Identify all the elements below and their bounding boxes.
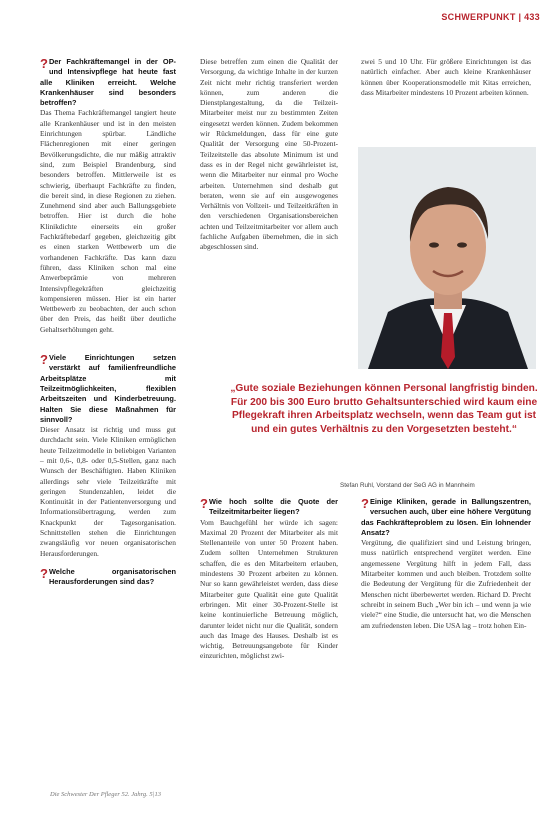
answer-1: Das Thema Fachkräftemangel tangiert heute alle Krankenhäuser und ist in den meisten Einrichtungen spürbar. Ländliche Flächenregionen mit einer geringen Bevölkerungsdichte, die nur mäßig attraktiv sind, zum Beispiel Brandenburg, sind besonders betroffen. Mittlerweile ist es schwierig, überhaupt Fachkräfte zu finden, die bereit sind, in diese Regionen zu ziehen. Zunehmend sind aber auch Ballungsgebiete betroffen. Hier ist durch die hohe Klinikdichte einerseits ein großer Fachkräftebedarf gegeben, gleichzeitig gibt es einen starken Wettbewerb um die vorhandenen Fachkräfte. Das kann dazu führen, dass Kliniken schon mal eine Anwerbeprämie von mehreren Intensivpflegekräften gleichzeitig kompensieren müssen. Hier ist ein harter Wettbewerb zu beobachten, der auch schon über den Preis, das heißt über deutliche Gehaltserhöhungen geht. bbox=[40, 108, 176, 334]
answer-3-continued: zwei 5 und 10 Uhr. Für größere Einrichtungen ist das natürlich einfacher. Aber auch kleine Krankenhäuser können über Kooperationsmodelle mit Kitas erreichen, dass Mitarbeiter mindestens 10 Prozent arbeiten können. bbox=[361, 57, 531, 97]
answer-2: Dieser Ansatz ist richtig und muss gut durchdacht sein. Viele Kliniken ermöglichen heute Teilzeitmodelle in beliebigen Varianten – mit 0,6-, 0,8- oder 0,5-Stellen, ganz nach Wunsch der Beschäftigten. Haben Kliniken allerdings sehr viele Teilzeitkräfte mit geringen Stundenzahlen, leidet die Kontinuität in der Patientenversorgung und Informationsübertragung, werden zum Knackpunkt der Tagesorganisation. Schnittstellen stehen die Einrichtungen zwangsläufig vor neuen organisatorischen Herausforderungen. bbox=[40, 425, 176, 558]
column-3-lower bbox=[361, 497, 531, 637]
question-mark-icon: ? bbox=[200, 496, 208, 511]
column-3-upper bbox=[361, 57, 531, 104]
photo-caption: Stefan Ruhl, Vorstand der SeG AG in Mannheim bbox=[340, 482, 475, 489]
portrait-illustration bbox=[358, 147, 536, 369]
question-3: ? Welche organisatorischen Herausforderungen sind das? bbox=[40, 565, 176, 587]
question-mark-icon: ? bbox=[40, 56, 48, 71]
pull-quote: „Gute soziale Beziehungen können Personal langfristig binden. Für 200 bis 300 Euro brutto Gehaltsunterschied wird kaum eine Pflegekraft ihren Arbeitsplatz wechseln, wenn das Team gut ist und ein gutes Verhältnis zu den Vorgesetzten besteht.“ bbox=[230, 383, 538, 435]
question-2: ? Viele Einrichtungen setzen verstärkt auf familienfreundliche Arbeitsplätze mit Teilzeitmöglichkeiten, flexiblen Arbeitszeiten und Kinderbetreuung. Halten Sie diese Maßnahmen für sinnvoll? bbox=[40, 352, 176, 424]
column-2-lower bbox=[200, 497, 338, 668]
portrait-photo bbox=[358, 147, 536, 369]
column-2-upper bbox=[200, 57, 338, 259]
answer-4: Vom Bauchgefühl her würde ich sagen: Maximal 20 Prozent der Mitarbeiter als mit Stellenanteile von unter 50 Prozent haben. Zudem sollten Unternehmen Strukturen schaffen, die es den Mitarbeitern erlauben, mindestens 30 Prozent arbeiten zu können. Nur so kann gewährleistet werden, dass diese Mitarbeiter gute Qualität eine gute Qualität erbringen. Mit einer 30-Prozent-Stelle ist keine kontinuierliche Betreuung möglich, darunter leidet nicht nur die Qualität, sondern auch das Image des Hauses. Deshalb ist es wichtig, Betreuungsangebote für Kinder einzurichten, möglichst zwi- bbox=[200, 517, 338, 661]
section-header: SCHWERPUNKT | 433 bbox=[441, 12, 540, 22]
question-mark-icon: ? bbox=[361, 496, 369, 511]
question-1: ? Der Fachkräftemangel in der OP- und Intensivpflege hat heute fast alle Kliniken erreicht. Welche Krankenhäuser sind besonders betroffen? bbox=[40, 56, 176, 108]
answer-5: Vergütung, die qualifiziert sind und Leistung bringen, muss natürlich entsprechend vergütet werden. Eine angemessene Vergütung hilft in jedem Fall, dass Mitarbeiter kommen und auch bleiben. Trotzdem sollte die Bedeutung der Vergütung für die Zufriedenheit der Menschen nicht überbewertet werden. Richard D. Precht schreibt in seinem Buch „Wer bin ich – und wenn ja wie viele?“ eine Studie, die untersucht hat, wo die Menschen am zufriedensten leben. Die USA lag – trotz hohen Ein- bbox=[361, 538, 531, 630]
answer-3: Diese betreffen zum einen die Qualität der Versorgung, da wichtige Inhalte in der kurzen Zeit nicht mehr richtig transferiert werden können, zum anderen die Dienstplangestaltung, da die Teilzeit-Mitarbeiter meist nur zu bestimmten Zeiten eingesetzt werden können. Zudem bekommen wir Rückmeldungen, dass für eine gute Qualität der Versorgung eine 50-Prozent-Teilzeitstelle das absolute Minimum ist und dass es in der Regel nicht gewährleistet ist, wenn die Mitarbeiter nur einmal pro Woche arbeiten. Unternehmen sind deshalb gut beraten, wenn sie auf ein ausgewogenes Verhältnis von Vollzeit- und Teilzeitkräften in den verschiedenen Organisationsbereichen achten und Teilzeitmitarbeiter vor allem auch fachliche Aufgaben übernehmen, die in sich abgeschlossen sind. bbox=[200, 57, 338, 252]
question-mark-icon: ? bbox=[40, 565, 48, 581]
question-5: ? Einige Kliniken, gerade in Ballungszentren, versuchen auch, über eine höhere Vergütung das Fachkräfteproblem zu lösen. Ein lohnender Ansatz? bbox=[361, 496, 531, 537]
question-4: ? Wie hoch sollte die Quote der Teilzeitmitarbeiter liegen? bbox=[200, 496, 338, 517]
question-mark-icon: ? bbox=[40, 352, 48, 368]
column-1 bbox=[40, 57, 176, 588]
page-footer: Die Schwester Der Pfleger 52. Jahrg. 5|13 bbox=[50, 791, 161, 798]
